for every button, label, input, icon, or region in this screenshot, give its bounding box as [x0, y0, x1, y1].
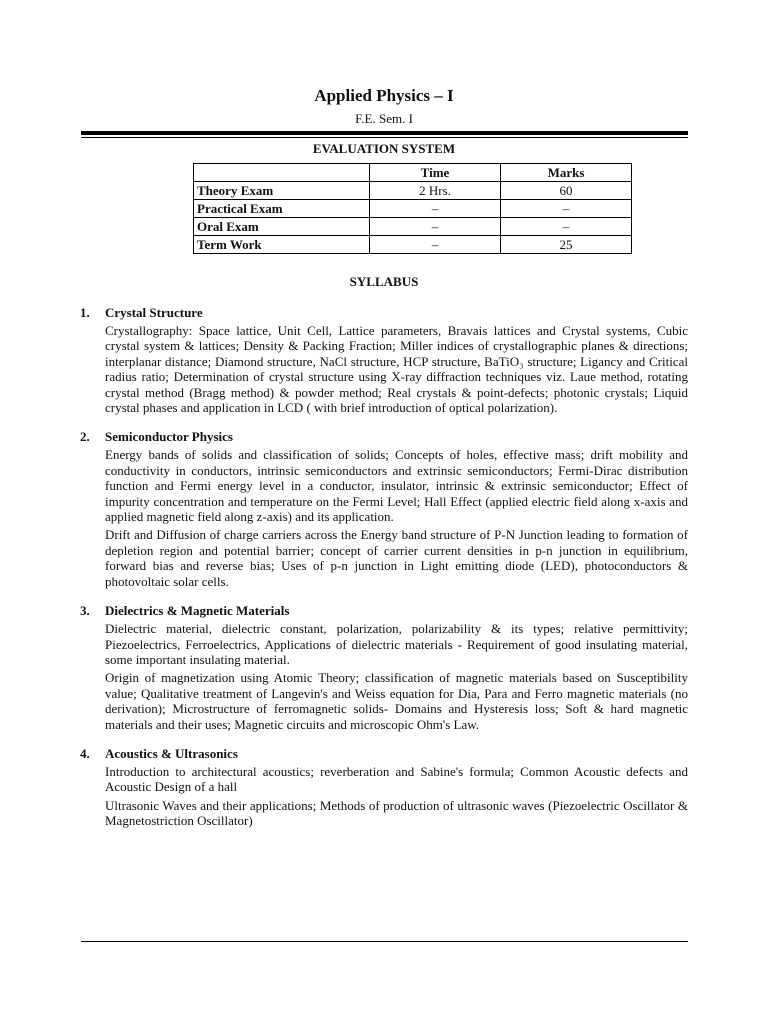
header-rule-thick [81, 131, 688, 135]
row-label: Term Work [194, 236, 370, 254]
syllabus-sections [80, 304, 688, 842]
footer-rule [81, 941, 688, 942]
page-subtitle: F.E. Sem. I [355, 111, 413, 126]
row-label: Practical Exam [194, 200, 370, 218]
row-time: 2 Hrs. [370, 182, 501, 200]
evaluation-table [193, 163, 632, 254]
section-number: 1. [80, 305, 90, 320]
section-title: Semiconductor Physics [105, 429, 233, 445]
table-header-row [194, 164, 632, 182]
section-semiconductor-physics [80, 428, 688, 589]
section-title: Dielectrics & Magnetic Materials [105, 603, 290, 619]
row-time: – [370, 218, 501, 236]
section-paragraph: Introduction to architectural acoustics; reverberation and Sabine's formula; Common Acoustic defects and Acoustic Design of a hall [105, 763, 688, 795]
row-label: Theory Exam [194, 182, 370, 200]
row-time: – [370, 200, 501, 218]
table-row [194, 182, 632, 200]
section-title: Crystal Structure [105, 305, 203, 320]
section-heading [80, 304, 688, 321]
section-heading [80, 745, 688, 762]
syllabus-heading: SYLLABUS [349, 274, 419, 289]
section-paragraph: Ultrasonic Waves and their applications; Methods of production of ultrasonic waves (Piezoelectric Oscillator & Magnetostriction Oscillator) [105, 797, 688, 829]
section-paragraph: Dielectric material, dielectric constant, polarization, polarizability & its types; relative permittivity; Piezoelectrics, Ferroelectrics, Applications of dielectric materials - Requirement of good insulating material, some important insulating material. [105, 621, 688, 667]
section-heading [80, 428, 688, 445]
table-header-time: Time [370, 164, 501, 182]
section-dielectrics-magnetic [80, 602, 688, 732]
section-crystal-structure [80, 304, 688, 415]
table-row [194, 218, 632, 236]
section-paragraph: Drift and Diffusion of charge carriers across the Energy band structure of P-N Junction leading to formation of depletion region and potential barrier; concept of carrier current densities in p-n junction in equilibrium, forward bias and reverse bias; Uses of p-n junction in Light emitting diode (LED), photoconductors & photovoltaic solar cells. [105, 527, 688, 589]
section-paragraph: Origin of magnetization using Atomic Theory; classification of magnetic materials based on Susceptibility value; Qualitative treatment of Langevin's and Weiss equation for Dia, Para and Ferro magnetic materials (no derivation); Microstructure of ferromagnetic solids- Domains and Hysteresis loss; Soft & hard magnetic materials and their uses; Magnetic circuits and microscopic Ohm's Law. [105, 670, 688, 732]
row-marks: 25 [501, 236, 632, 254]
section-number: 4. [80, 745, 90, 761]
section-acoustics-ultrasonics [80, 745, 688, 829]
table-header-marks: Marks [501, 164, 632, 182]
table-header-blank [194, 164, 370, 182]
evaluation-heading: EVALUATION SYSTEM [312, 141, 456, 156]
section-title: Acoustics & Ultrasonics [105, 745, 238, 761]
page-title: Applied Physics – I [314, 86, 454, 105]
section-paragraph: Energy bands of solids and classification of solids; Concepts of holes, effective mass; drift mobility and conductivity in conductors, intrinsic semiconductors and extrinsic semiconductors; Fermi-Dirac distribution function and Fermi energy level in a conductor, insulator, intrinsic & extrinsic semiconductor; Effect of impurity concentration and temperature on the Fermi Level; Hall Effect (applied electric field along x-axis and applied magnetic field along z-axis) and its application. [105, 447, 688, 525]
table-row [194, 236, 632, 254]
row-label: Oral Exam [194, 218, 370, 236]
section-paragraph: Crystallography: Space lattice, Unit Cell, Lattice parameters, Bravais lattices and Crystal systems, Cubic crystal system & lattices; Density & Packing Fraction; Miller indices of crystallographic planes & directions; interplanar distance; Diamond structure, NaCl structure, HCP structure, BaTiO₃ structure; Ligancy and Critical radius ratio; Determination of crystal structure using X-ray diffraction techniques viz. Laue method, rotating crystal method (Bragg method) & powder method; Real crystals & point-defects; photonic crystals; Liquid crystal phases and application in LCD ( with brief introduction of optical polarization). [105, 323, 688, 416]
row-marks: 60 [501, 182, 632, 200]
section-heading [80, 602, 688, 619]
row-marks: – [501, 218, 632, 236]
section-number: 3. [80, 603, 90, 619]
row-marks: – [501, 200, 632, 218]
header-rule-thin [81, 137, 688, 138]
row-time: – [370, 236, 501, 254]
table-row [194, 200, 632, 218]
section-number: 2. [80, 429, 90, 445]
